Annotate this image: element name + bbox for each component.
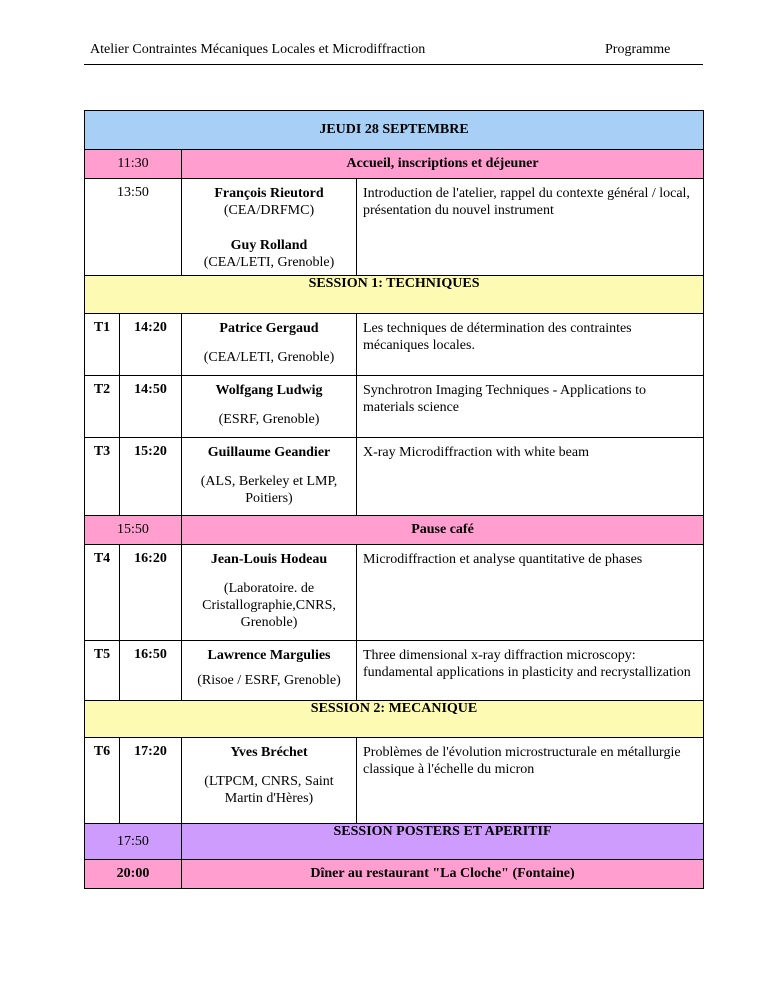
talk-row: [85, 641, 704, 701]
talk-title: Problèmes de l'évolution microstructurale en métallurgie classique à l'échelle du micron: [357, 738, 704, 824]
talk-code: T3: [85, 438, 120, 516]
dinner-row: [85, 860, 704, 889]
talk-code: T4: [85, 545, 120, 641]
talk-row: [85, 376, 704, 438]
program-table: [84, 110, 704, 889]
talk-row: [85, 438, 704, 516]
break-text: Pause café: [182, 516, 704, 545]
talk-time: 15:20: [120, 438, 182, 516]
talk-speaker-cell: [182, 376, 357, 438]
intro-time: 13:50: [85, 179, 182, 276]
intro-row: [85, 179, 704, 276]
session2-row: [85, 701, 704, 738]
talk-time: 16:20: [120, 545, 182, 641]
header-title: Atelier Contraintes Mécaniques Locales et Microdiffraction: [90, 42, 426, 57]
talk-time: 17:20: [120, 738, 182, 824]
intro-affiliation-2: (CEA/LETI, Grenoble): [203, 255, 335, 270]
talk-speaker: Wolfgang Ludwig: [215, 383, 323, 398]
talk-speaker: Yves Bréchet: [230, 745, 308, 760]
talk-title: Les techniques de détermination des contraintes mécaniques locales.: [357, 314, 704, 376]
talk-code: T1: [85, 314, 120, 376]
day-title: JEUDI 28 SEPTEMBRE: [85, 111, 704, 150]
talk-row: [85, 545, 704, 641]
talk-title: Synchrotron Imaging Techniques - Applications to materials science: [357, 376, 704, 438]
session1-title: SESSION 1: TECHNIQUES: [85, 276, 704, 314]
session1-row: [85, 276, 704, 314]
talk-speaker-cell: [182, 545, 357, 641]
intro-speaker-1: François Rieutord: [214, 186, 324, 201]
intro-speaker-2: Guy Rolland: [230, 238, 308, 253]
talk-row: [85, 738, 704, 824]
talk-affiliation: (ESRF, Grenoble): [218, 412, 320, 427]
session2-title: SESSION 2: MECANIQUE: [85, 701, 704, 738]
dinner-time: 20:00: [85, 860, 182, 889]
intro-speakers: [182, 179, 357, 276]
talk-code: T2: [85, 376, 120, 438]
talk-affiliation: (LTPCM, CNRS, Saint Martin d'Hères): [204, 774, 334, 806]
talk-speaker-cell: [182, 738, 357, 824]
welcome-time: 11:30: [85, 150, 182, 179]
talk-time: 14:20: [120, 314, 182, 376]
talk-affiliation: (ALS, Berkeley et LMP, Poitiers): [200, 474, 338, 506]
talk-code: T6: [85, 738, 120, 824]
intro-description: Introduction de l'atelier, rappel du contexte général / local, présentation du nouvel instrument: [357, 179, 704, 276]
header-section: Programme: [605, 42, 671, 57]
talk-affiliation: (Risoe / ESRF, Grenoble): [197, 673, 341, 688]
talk-speaker-cell: [182, 641, 357, 701]
intro-affiliation-1: (CEA/DRFMC): [223, 203, 315, 218]
talk-speaker: Jean-Louis Hodeau: [210, 552, 328, 567]
talk-time: 14:50: [120, 376, 182, 438]
welcome-text: Accueil, inscriptions et déjeuner: [182, 150, 704, 179]
day-row: [85, 111, 704, 150]
welcome-row: [85, 150, 704, 179]
talk-affiliation: (CEA/LETI, Grenoble): [203, 350, 335, 365]
posters-row: [85, 824, 704, 860]
talk-speaker-cell: [182, 438, 357, 516]
break-time: 15:50: [85, 516, 182, 545]
header-rule: [84, 64, 703, 65]
talk-title: X-ray Microdiffraction with white beam: [357, 438, 704, 516]
talk-title: Three dimensional x-ray diffraction microscopy: fundamental applications in plasticity and recrystallization: [357, 641, 704, 701]
talk-affiliation: (Laboratoire. de Cristallographie,CNRS, Grenoble): [202, 581, 336, 630]
talk-code: T5: [85, 641, 120, 701]
talk-speaker: Patrice Gergaud: [219, 321, 319, 336]
break-row: [85, 516, 704, 545]
talk-speaker-cell: [182, 314, 357, 376]
talk-speaker: Lawrence Margulies: [207, 648, 331, 663]
posters-time: 17:50: [85, 824, 182, 860]
talk-speaker: Guillaume Geandier: [207, 445, 331, 460]
dinner-text: Dîner au restaurant "La Cloche" (Fontaine): [182, 860, 704, 889]
talk-time: 16:50: [120, 641, 182, 701]
talk-row: [85, 314, 704, 376]
posters-text: SESSION POSTERS ET APERITIF: [182, 824, 704, 860]
talk-title: Microdiffraction et analyse quantitative de phases: [357, 545, 704, 641]
